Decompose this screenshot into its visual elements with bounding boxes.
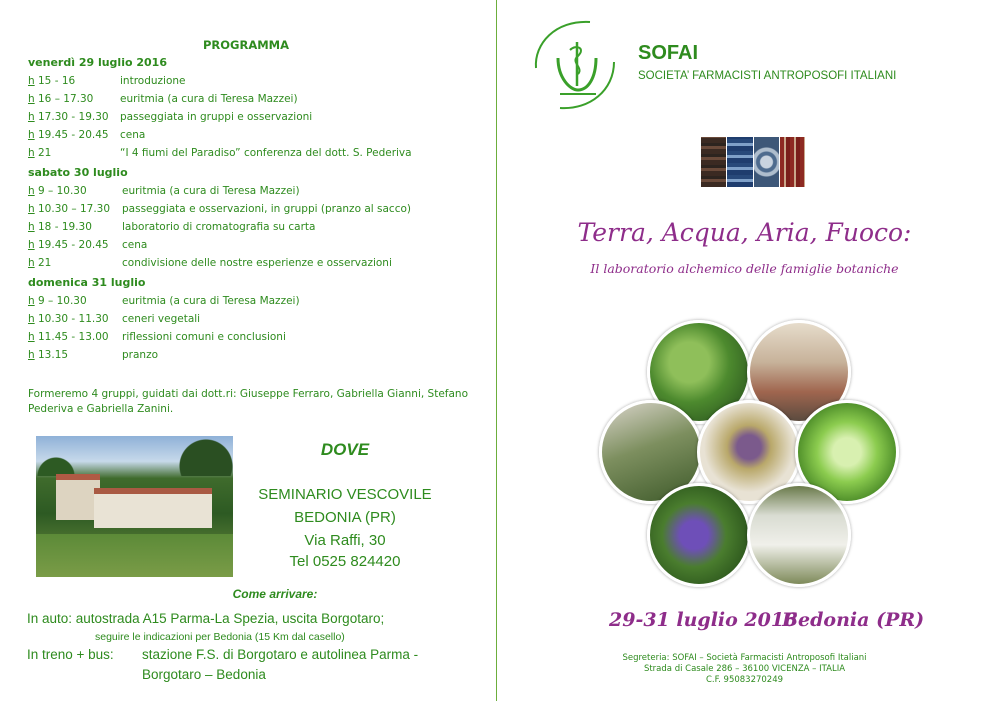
by-train-label: In treno + bus: <box>27 647 114 662</box>
cover-page <box>497 0 992 701</box>
venue-name: SEMINARIO VESCOVILE <box>258 486 432 503</box>
program-title: PROGRAMMA <box>202 38 290 52</box>
seminary-photo <box>36 436 233 577</box>
venue-address: Via Raffi, 30 <box>304 532 386 549</box>
secretariat-line2: Strada di Casale 286 – 36100 VICENZA – ITALIA <box>643 664 846 674</box>
schedule-row: h 19.45 - 20.45 cena <box>28 239 148 251</box>
where-title: DOVE <box>320 440 370 459</box>
schedule-row: h 21 condivisione delle nostre esperienze e osservazioni <box>28 257 392 269</box>
schedule-row: h 16 – 17.30 euritmia (a cura di Teresa Mazzei) <box>28 93 298 105</box>
event-place: Bedonia (PR) <box>782 609 925 631</box>
by-train-line2: Borgotaro – Bedonia <box>142 667 266 682</box>
schedule-row: h 18 - 19.30 laboratorio di cromatografia su carta <box>28 221 316 233</box>
org-name: SOFAI <box>638 42 699 64</box>
secretariat-line3: C.F. 95083270249 <box>705 675 784 685</box>
day-label-sunday: domenica 31 luglio <box>28 276 146 289</box>
directions-title: Come arrivare: <box>232 587 318 601</box>
fire-tile <box>780 137 805 187</box>
photo-flower-collage <box>597 318 897 593</box>
water-tile <box>727 137 752 187</box>
schedule-row: h 21 “I 4 fiumi del Paradiso” conferenza del dott. S. Pederiva <box>28 147 412 159</box>
schedule-row: h 9 – 10.30 euritmia (a cura di Teresa Mazzei) <box>28 295 300 307</box>
event-subtitle: Il laboratorio alchemico delle famiglie botaniche <box>590 261 899 276</box>
air-tile <box>754 137 779 187</box>
sofai-logo-icon <box>530 16 620 111</box>
schedule-row: h 10.30 – 17.30 passeggiata e osservazioni, in gruppi (pranzo al sacco) <box>28 203 411 215</box>
schedule-row: h 15 - 16 introduzione <box>28 75 186 87</box>
by-car-note: seguire le indicazioni per Bedonia (15 Km dal casello) <box>95 631 345 643</box>
schedule-row: h 10.30 - 11.30 ceneri vegetali <box>28 313 201 325</box>
earth-tile <box>701 137 726 187</box>
schedule-row: h 17.30 - 19.30 passeggiata in gruppi e osservazioni <box>28 111 313 123</box>
event-dates: 29-31 luglio 2016 <box>609 609 798 631</box>
schedule-row: h 13.15 pranzo <box>28 349 159 361</box>
secretariat-line1: Segreteria: SOFAI – Società Farmacisti Antroposofi Italiani <box>622 653 867 663</box>
groups-note: Formeremo 4 gruppi, guidati dai dott.ri: Giuseppe Ferraro, Gabriella Gianni, Stefano Pederiva e Gabriella Zanini. <box>28 388 468 415</box>
photo-flowers <box>647 483 751 587</box>
by-train-line1: stazione F.S. di Borgotaro e autolinea Parma - <box>142 647 419 662</box>
org-full-name: SOCIETA’ FARMACISTI ANTROPOSOFI ITALIANI <box>638 70 897 82</box>
venue-phone: Tel 0525 824420 <box>289 553 401 570</box>
element-tiles <box>701 137 805 187</box>
day-label-friday: venerdì 29 luglio 2016 <box>28 56 167 69</box>
schedule-row: h 19.45 - 20.45 cena <box>28 129 146 141</box>
schedule-row: h 9 – 10.30 euritmia (a cura di Teresa Mazzei) <box>28 185 300 197</box>
schedule-row: h 11.45 - 13.00 riflessioni comuni e conclusioni <box>28 331 286 343</box>
photo-leaves <box>747 483 851 587</box>
venue-city: BEDONIA (PR) <box>294 509 396 526</box>
event-title: Terra, Acqua, Aria, Fuoco: <box>577 218 912 247</box>
day-label-saturday: sabato 30 luglio <box>28 166 128 179</box>
by-car-directions: In auto: autostrada A15 Parma-La Spezia, uscita Borgotaro; <box>27 611 385 626</box>
